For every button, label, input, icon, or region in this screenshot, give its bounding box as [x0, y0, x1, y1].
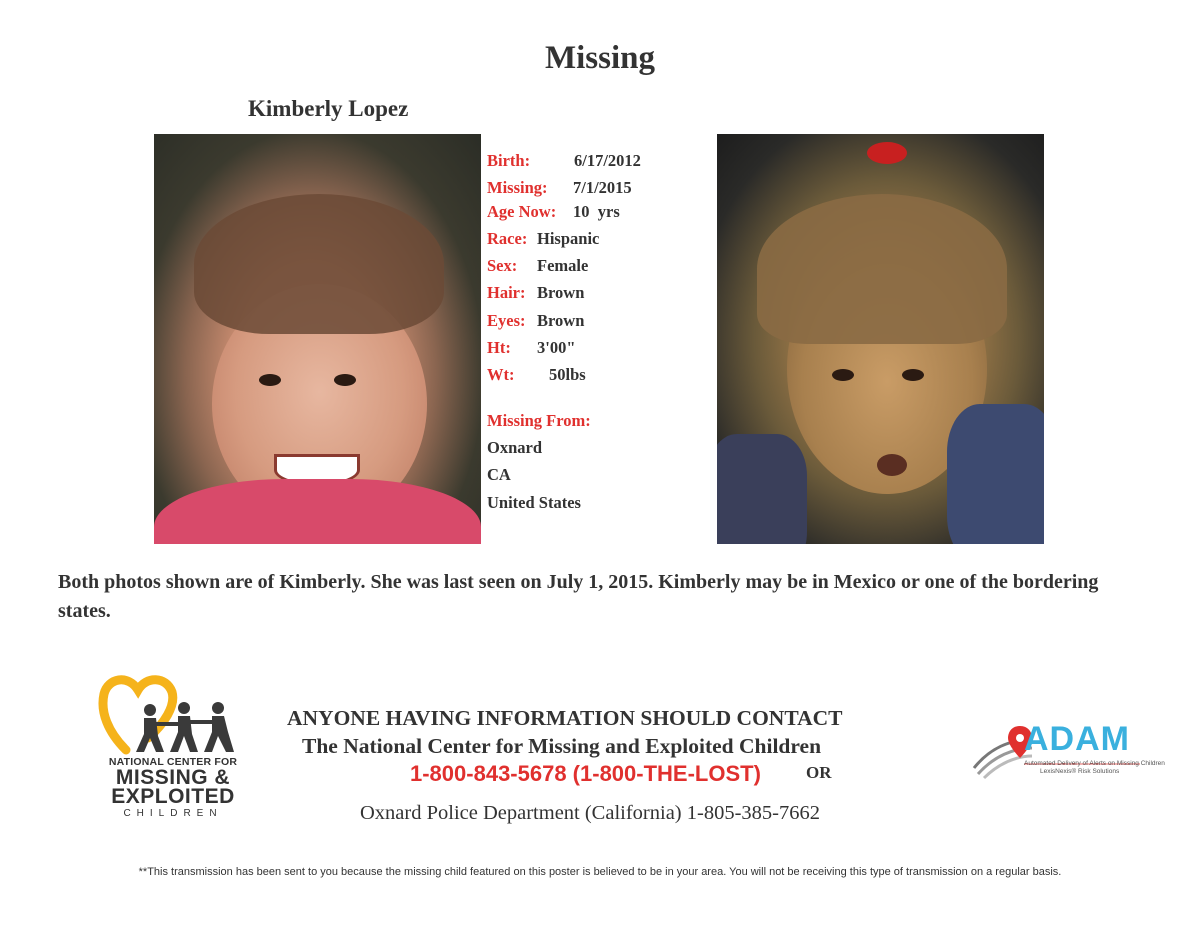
fact-label: Race: [487, 229, 528, 248]
fact-value: 7/1/2015 [573, 178, 632, 197]
adam-tagline: Automated Delivery of Alerts on Missing Children [1024, 760, 1165, 767]
fact-label: Eyes: [487, 311, 526, 330]
poster-title: Missing [544, 40, 656, 76]
fact-value: Hispanic [537, 229, 600, 248]
adam-wordmark: ADAM [1024, 720, 1130, 758]
fact-label: Birth: [487, 151, 531, 170]
missing-from-country: United States [487, 493, 581, 512]
ncmec-line4: CHILDREN [123, 808, 223, 819]
fact-label: Hair: [487, 283, 526, 302]
fact-race [487, 229, 599, 249]
fact-value: Brown [537, 283, 585, 302]
fact-birth [487, 151, 641, 171]
fact-label: Age Now: [487, 202, 557, 221]
fact-value: 6/17/2012 [574, 151, 641, 170]
child-photo-2 [717, 134, 1044, 544]
fact-label: Wt: [487, 365, 515, 384]
child-name: Kimberly Lopez [248, 96, 409, 121]
fact-value: 10 yrs [573, 202, 620, 221]
ncmec-logo [98, 672, 248, 762]
fact-height [487, 338, 576, 358]
or-text: OR [806, 763, 832, 782]
fact-label: Sex: [487, 256, 518, 275]
adam-sponsor: LexisNexis® Risk Solutions [1040, 768, 1120, 775]
ncmec-line1: NATIONAL CENTER FOR [108, 756, 238, 768]
children-figures-icon [136, 702, 234, 752]
hotline-number: 1-800-843-5678 (1-800-THE-LOST) [410, 761, 761, 786]
fact-value: 3'00" [537, 338, 576, 357]
contact-organization: The National Center for Missing and Exploited Children [302, 734, 822, 758]
police-contact: Oxnard Police Department (California) 1-805-385-7662 [360, 802, 820, 824]
ncmec-wordmark [98, 756, 248, 819]
fact-weight [487, 365, 586, 385]
contact-heading: ANYONE HAVING INFORMATION SHOULD CONTACT [287, 706, 843, 730]
missing-from-label: Missing From: [487, 411, 591, 430]
ncmec-line2: MISSING & [115, 766, 231, 789]
child-photo-1 [154, 134, 481, 544]
fact-value: Female [537, 256, 589, 275]
fact-label: Ht: [487, 338, 511, 357]
missing-from-state: CA [487, 465, 511, 484]
fact-label: Missing: [487, 178, 548, 197]
fact-eyes [487, 311, 584, 331]
fact-value: Brown [537, 311, 585, 330]
fact-age-now [487, 202, 620, 222]
fact-sex [487, 256, 588, 276]
fact-value: 50lbs [549, 365, 586, 384]
footnote: **This transmission has been sent to you because the missing child featured on this poster is believed to be in your area. You will not be receiving this type of transmission on a regular basis. [138, 866, 1062, 878]
missing-from-city: Oxnard [487, 438, 543, 457]
heart-icon [103, 680, 173, 750]
ncmec-line3: EXPLOITED [111, 785, 235, 808]
description: Both photos shown are of Kimberly. She was last seen on July 1, 2015. Kimberly may be in Mexico or one of the bordering states. [58, 571, 1099, 622]
fact-hair [487, 283, 584, 303]
fact-missing [487, 178, 632, 198]
